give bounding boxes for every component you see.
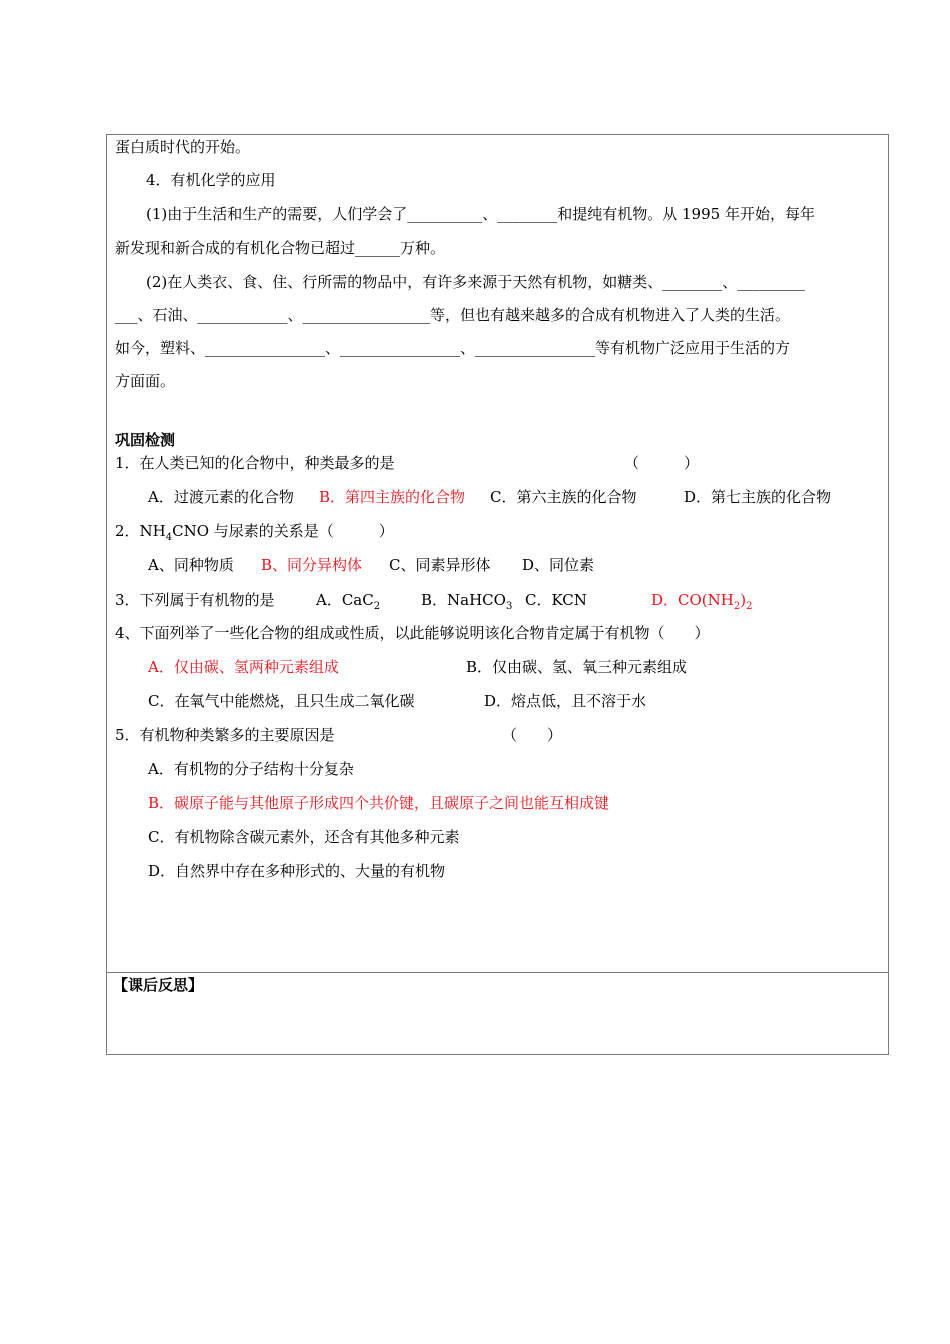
q2-option-d: D、同位素 — [522, 556, 595, 574]
paragraph-2-line-1: (2)在人类衣、食、住、行所需的物品中，有许多来源于天然有机物，如糖类、________、_________ — [146, 273, 805, 291]
q3-stem: 3．下列属于有机物的是 — [115, 591, 275, 609]
intro-line-0: 蛋白质时代的开始。 — [115, 138, 251, 156]
q3-option-b — [421, 590, 512, 610]
q3-option-d — [651, 590, 752, 610]
q5-stem: 5．有机物种类繁多的主要原因是 — [115, 726, 335, 744]
q3-option-a-subscript: 2 — [373, 601, 381, 612]
quiz-title: 巩固检测 — [115, 431, 176, 449]
q4-option-c: C．在氧气中能燃烧，且只生成二氧化碳 — [148, 692, 415, 710]
section-divider — [106, 972, 889, 973]
q3-option-b-subscript: 3 — [505, 601, 513, 612]
q2-option-b: B、同分异构体 — [261, 556, 363, 574]
q3-option-b-text: B．NaHCO — [421, 591, 506, 609]
q4-option-a: A．仅由碳、氢两种元素组成 — [148, 658, 339, 676]
q2-stem-subscript: 4 — [165, 532, 173, 543]
q3-option-d-subscript-2: 2 — [746, 601, 753, 612]
q2-stem — [115, 521, 394, 541]
q5-option-c: C．有机物除含碳元素外，还含有其他多种元素 — [148, 828, 460, 846]
q1-option-a: A．过渡元素的化合物 — [148, 488, 294, 506]
q1-stem: 1．在人类已知的化合物中，种类最多的是 — [115, 454, 395, 472]
q2-stem-pre: 2．NH — [115, 522, 166, 540]
q2-option-c: C、同素异形体 — [389, 556, 491, 574]
q5-option-b: B．碳原子能与其他原子形成四个共价键，且碳原子之间也能互相成键 — [148, 794, 610, 812]
reflection-title: 【课后反思】 — [113, 976, 204, 994]
q1-option-d: D．第七主族的化合物 — [684, 488, 832, 506]
q2-option-a: A、同种物质 — [148, 556, 234, 574]
q3-option-c: C．KCN — [525, 591, 587, 609]
q5-answer-paren: （ ） — [502, 726, 563, 744]
q3-option-d-text: D．CO(NH — [651, 591, 734, 609]
q1-option-b: B．第四主族的化合物 — [319, 488, 466, 506]
paragraph-2-line-3: 如今，塑料、________________、________________、________________等有机物广泛应用于生活的方 — [115, 339, 791, 357]
section-heading-4: 4．有机化学的应用 — [146, 171, 276, 189]
q1-option-c: C．第六主族的化合物 — [490, 488, 637, 506]
q3-option-a-text: A．CaC — [316, 591, 374, 609]
paragraph-1-line-2: 新发现和新合成的有机化合物已超过______万种。 — [115, 239, 446, 257]
q1-answer-paren: （ ） — [624, 454, 700, 472]
paragraph-2-line-2: ___、石油、____________、_________________等，但也有越来越多的合成有机物进入了人类的生活。 — [115, 306, 791, 324]
q4-stem: 4、下面列举了一些化合物的组成或性质，以此能够说明该化合物肯定属于有机物（ ） — [115, 624, 710, 642]
q4-option-d: D．熔点低，且不溶于水 — [484, 692, 647, 710]
q5-option-d: D．自然界中存在多种形式的、大量的有机物 — [148, 862, 446, 880]
q5-option-a: A．有机物的分子结构十分复杂 — [148, 760, 354, 778]
q2-stem-post: CNO 与尿素的关系是（ ） — [172, 522, 394, 540]
q4-option-b: B．仅由碳、氢、氧三种元素组成 — [466, 658, 688, 676]
q3-option-a — [316, 590, 380, 610]
paragraph-1-line-1: (1)由于生活和生产的需要，人们学会了__________、________和提纯有机物。从 1995 年开始，每年 — [146, 205, 815, 223]
q3-option-d-paren: ) — [740, 591, 747, 609]
q3-option-d-subscript-1: 2 — [733, 601, 741, 612]
paragraph-2-line-4: 方面面。 — [115, 372, 176, 390]
